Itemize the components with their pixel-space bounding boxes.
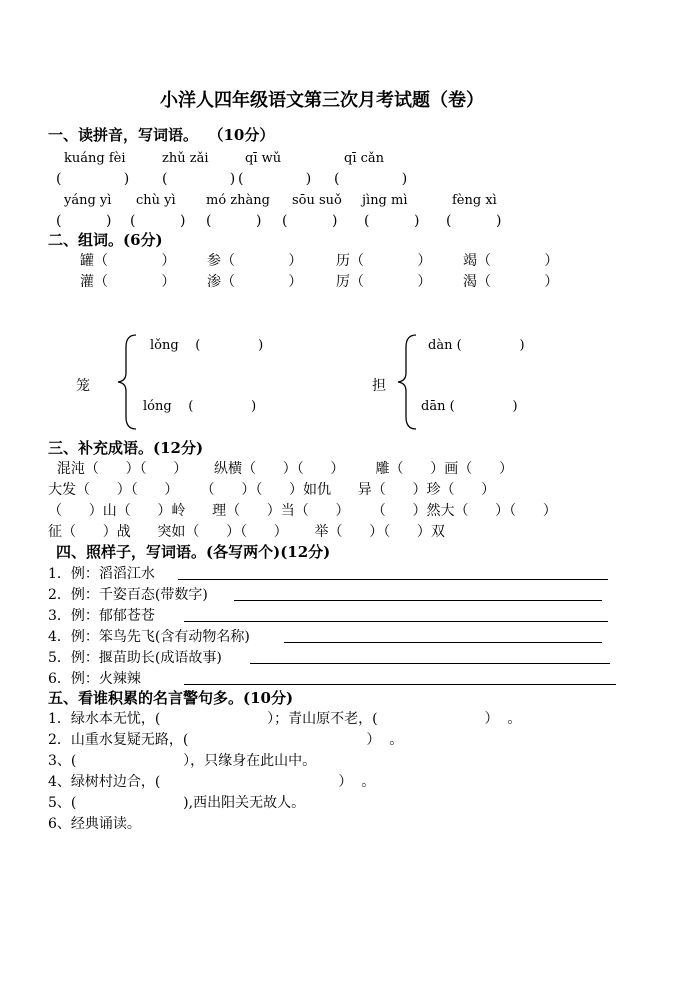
word-group-item[interactable]: 竭（ ） <box>463 253 559 269</box>
pinyin-label: mó zhàng <box>206 193 270 208</box>
answer-line[interactable] <box>284 642 602 643</box>
quote-item[interactable]: 4、绿树村边合，( ） 。 <box>48 774 376 790</box>
idiom-row[interactable]: 混沌（ ）（ ） 纵横（ ）（ ） 雕（ ）画（ ） <box>48 461 513 477</box>
answer-blank[interactable]: ( ) <box>130 213 186 229</box>
example-item: 1．例：滔滔江水 <box>48 566 155 582</box>
pinyin-label: jìng mì <box>362 193 408 208</box>
answer-blank[interactable]: ( ) <box>56 213 112 229</box>
answer-blank[interactable]: ( ) <box>238 171 312 187</box>
word-group-item[interactable]: 厉（ ） <box>336 274 432 290</box>
quote-item[interactable]: 3、( ），只缘身在此山中。 <box>48 753 317 769</box>
example-item: 4．例：笨鸟先飞(含有动物名称) <box>48 629 250 645</box>
word-group-item[interactable]: 罐（ ） <box>80 253 176 269</box>
polyphone-reading[interactable]: lóng ( ) <box>143 399 257 414</box>
pinyin-label: qī cǎn <box>344 151 385 166</box>
pinyin-label: sōu suǒ <box>292 193 342 208</box>
answer-line[interactable] <box>184 684 616 685</box>
polyphone-reading[interactable]: dàn ( ) <box>428 338 525 353</box>
section-2-heading: 二、组词。(6分) <box>48 231 163 249</box>
answer-blank[interactable]: ( ) <box>56 171 130 187</box>
pinyin-label: chù yì <box>136 193 176 208</box>
idiom-row[interactable]: 大发（ ）（ ） （ ）（ ）如仇 异（ ）珍（ ） <box>48 482 496 498</box>
section-5-heading: 五、看谁积累的名言警句多。(10分) <box>48 689 294 707</box>
answer-blank[interactable]: ( ) <box>162 171 236 187</box>
quote-item[interactable]: 6、经典诵读。 <box>48 816 141 832</box>
polyphone-reading[interactable]: lǒng ( ) <box>150 338 264 353</box>
answer-blank[interactable]: ( ) <box>446 213 502 229</box>
section-4-heading: 四、照样子，写词语。(各写两个)(12分) <box>56 543 331 561</box>
pinyin-label: yáng yì <box>64 193 112 208</box>
quote-item[interactable]: 1．绿水本无忧，( ）；青山原不老，( ） 。 <box>48 711 522 727</box>
section-3-heading: 三、补充成语。(12分) <box>48 439 204 457</box>
idiom-row[interactable]: 征（ ）战 突如（ ）（ ） 举（ ）（ ）双 <box>48 524 445 540</box>
answer-line[interactable] <box>184 621 608 622</box>
word-group-item[interactable]: 渴（ ） <box>463 274 559 290</box>
answer-blank[interactable]: ( ) <box>206 213 262 229</box>
page-title: 小洋人四年级语文第三次月考试题（卷） <box>160 90 484 111</box>
pinyin-label: qī wǔ <box>245 151 282 166</box>
answer-line[interactable] <box>234 600 602 601</box>
section-1-heading: 一、读拼音，写词语。 （10分） <box>48 126 275 144</box>
polyphone-char: 担 <box>372 378 386 394</box>
word-group-item[interactable]: 灌（ ） <box>80 274 176 290</box>
answer-blank[interactable]: ( ) <box>334 171 408 187</box>
example-item: 5．例：揠苗助长(成语故事) <box>48 650 222 666</box>
answer-line[interactable] <box>250 663 610 664</box>
polyphone-char: 笼 <box>76 378 90 394</box>
brace-icon <box>116 333 140 431</box>
word-group-item[interactable]: 参（ ） <box>207 253 303 269</box>
answer-blank[interactable]: ( ) <box>364 213 420 229</box>
pinyin-label: kuáng fèi <box>64 151 126 166</box>
pinyin-label: zhǔ zǎi <box>162 151 209 166</box>
polyphone-reading[interactable]: dān ( ) <box>421 399 518 414</box>
example-item: 2．例：千姿百态(带数字) <box>48 587 208 603</box>
quote-item[interactable]: 2．山重水复疑无路，( ） 。 <box>48 732 404 748</box>
word-group-item[interactable]: 渗（ ） <box>207 274 303 290</box>
answer-line[interactable] <box>178 579 608 580</box>
example-item: 3．例：郁郁苍苍 <box>48 608 155 624</box>
word-group-item[interactable]: 历（ ） <box>336 253 432 269</box>
brace-icon <box>396 333 420 431</box>
quote-item[interactable]: 5、( ),西出阳关无故人。 <box>48 795 306 811</box>
example-item: 6．例：火辣辣 <box>48 671 141 687</box>
idiom-row[interactable]: （ ）山（ ）岭 理（ ）当（ ） （ ）然大（ ）（ ） <box>48 503 557 519</box>
answer-blank[interactable]: ( ) <box>282 213 338 229</box>
pinyin-label: fèng xì <box>452 193 497 208</box>
